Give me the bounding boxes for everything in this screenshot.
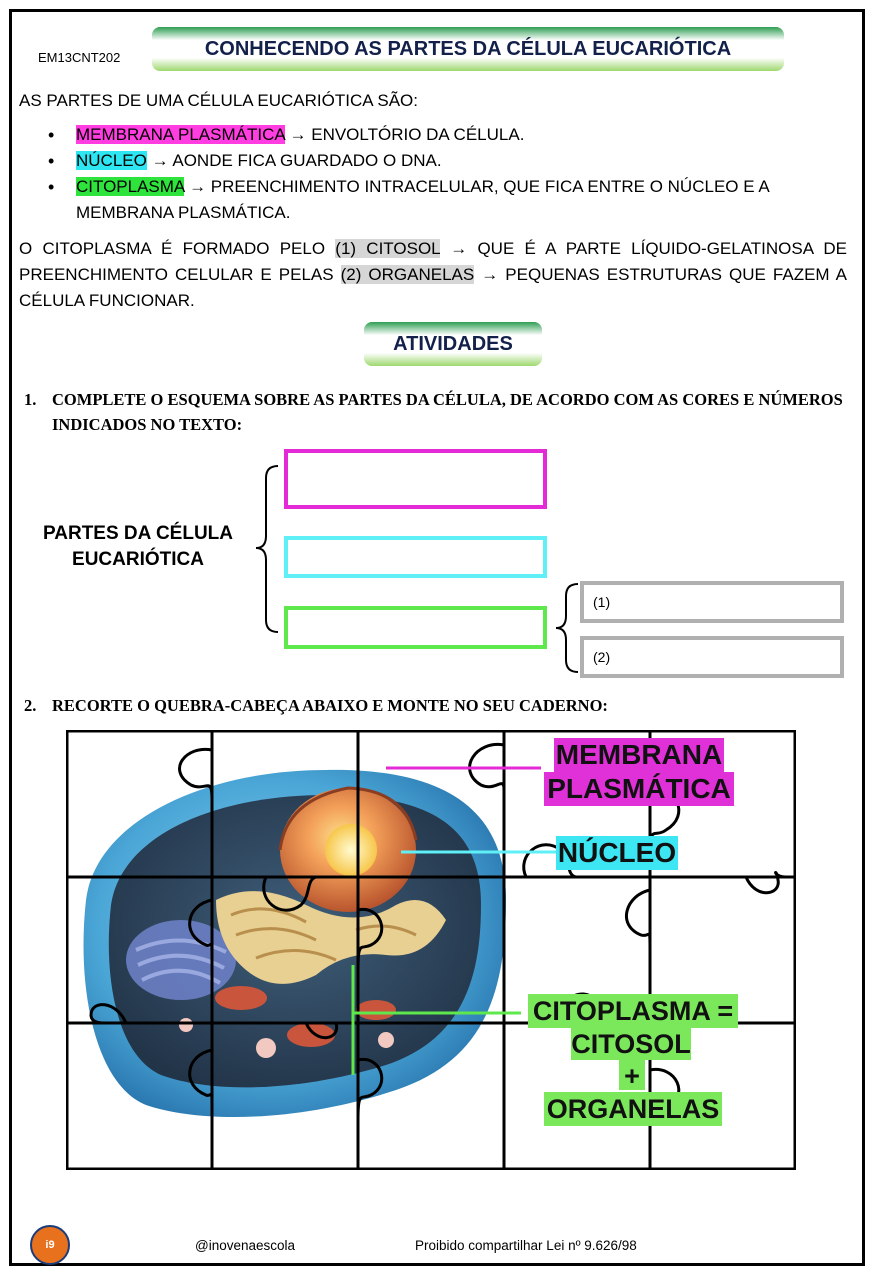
paragraph-text-1: O CITOPLASMA É FORMADO PELO bbox=[19, 239, 336, 258]
term-citoplasma: CITOPLASMA bbox=[76, 177, 185, 196]
label-organelas: ORGANELAS bbox=[546, 1094, 720, 1124]
term-citosol: (1) CITOSOL bbox=[335, 239, 440, 258]
page-title: CONHECENDO AS PARTES DA CÉLULA EUCARIÓTICA bbox=[152, 27, 784, 71]
cell-illustration bbox=[84, 770, 507, 1117]
question-2 bbox=[24, 693, 864, 718]
mitochondrion bbox=[356, 1000, 396, 1020]
question-text: COMPLETE O ESQUEMA SOBRE AS PARTES DA CÉLULA, DE ACORDO COM AS CORES E NÚMEROS INDICADOS NO TEXTO: bbox=[52, 390, 843, 434]
schema-label-line-1: PARTES DA CÉLULA bbox=[43, 523, 233, 544]
activities-title: ATIVIDADES bbox=[364, 322, 542, 366]
logo-text: i9 bbox=[45, 1239, 55, 1251]
sub-label-2: (2) bbox=[593, 649, 611, 665]
paragraph-text-3: → PEQUENAS ESTRUTURAS QUE FAZEM A CÉLULA FUNCIONAR. bbox=[19, 265, 848, 310]
intro-text: AS PARTES DE UMA CÉLULA EUCARIÓTICA SÃO: bbox=[19, 91, 418, 110]
answer-box-nucleo[interactable] bbox=[284, 536, 547, 578]
vesicle bbox=[378, 1032, 394, 1048]
brand-logo bbox=[30, 1225, 70, 1265]
term-membrana: MEMBRANA PLASMÁTICA bbox=[76, 125, 285, 144]
desc-membrana: → ENVOLTÓRIO DA CÉLULA. bbox=[284, 125, 525, 144]
paragraph-text-2: → QUE É A PARTE LÍQUIDO-GELATINOSA DE PREENCHIMENTO CELULAR E PELAS bbox=[19, 239, 847, 284]
sub-brace bbox=[556, 584, 578, 672]
answer-box-citosol[interactable] bbox=[580, 581, 844, 623]
curriculum-code: EM13CNT202 bbox=[38, 50, 121, 65]
label-citosol: CITOSOL bbox=[571, 1029, 691, 1059]
desc-nucleo: → AONDE FICA GUARDADO O DNA. bbox=[146, 151, 442, 170]
cell-puzzle bbox=[66, 730, 796, 1170]
answer-box-membrana[interactable] bbox=[284, 449, 547, 509]
golgi bbox=[126, 920, 236, 1000]
main-brace bbox=[256, 466, 278, 632]
question-number: 1. bbox=[24, 390, 37, 409]
label-citoplasma: CITOPLASMA = bbox=[532, 996, 734, 1026]
footer-notice: Proibido compartilhar Lei nº 9.626/98 bbox=[415, 1238, 637, 1253]
vesicle bbox=[256, 1038, 276, 1058]
footer-handle: @inovenaescola bbox=[195, 1238, 296, 1253]
label-membrana-1: MEMBRANA bbox=[555, 739, 723, 770]
mitochondrion bbox=[287, 1023, 335, 1047]
term-nucleo: NÚCLEO bbox=[76, 151, 147, 170]
vesicle bbox=[179, 1018, 193, 1032]
question-text: RECORTE O QUEBRA-CABEÇA ABAIXO E MONTE NO SEU CADERNO: bbox=[52, 696, 608, 715]
label-nucleo: NÚCLEO bbox=[557, 837, 677, 868]
label-membrana-2: PLASMÁTICA bbox=[547, 773, 731, 804]
sub-label-1: (1) bbox=[593, 594, 611, 610]
schema-label-line-2: EUCARIÓTICA bbox=[72, 549, 204, 570]
answer-box-citoplasma[interactable] bbox=[284, 606, 547, 649]
mitochondrion bbox=[215, 986, 267, 1010]
question-number: 2. bbox=[24, 696, 37, 715]
desc-citoplasma: → PREENCHIMENTO INTRACELULAR, QUE FICA ENTRE O NÚCLEO E A MEMBRANA PLASMÁTICA. bbox=[76, 177, 769, 222]
nucleolus bbox=[325, 824, 377, 876]
label-plus: + bbox=[624, 1061, 640, 1091]
term-organelas: (2) ORGANELAS bbox=[340, 265, 475, 284]
answer-box-organelas[interactable] bbox=[580, 636, 844, 678]
